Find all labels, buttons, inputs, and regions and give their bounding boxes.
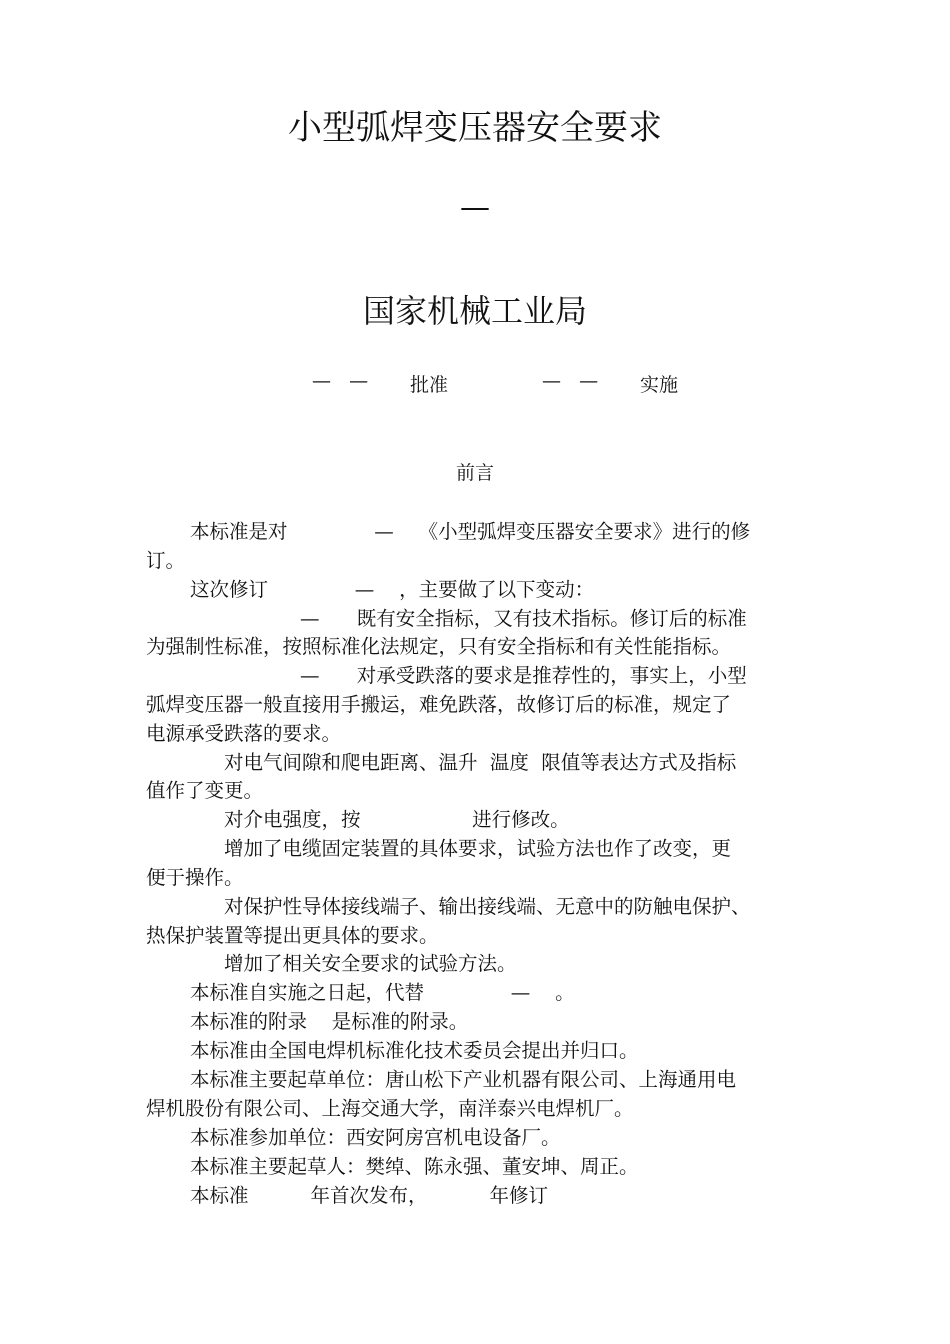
preface-line: 这次修订 — ，主要做了以下变动： bbox=[190, 578, 595, 601]
preface-line: 增加了电缆固定装置的具体要求，试验方法也作了改变，更 bbox=[224, 837, 732, 860]
preface-line: 热保护装置等提出更具体的要求。 bbox=[146, 924, 439, 947]
implement-date-dashes: — — bbox=[542, 370, 599, 392]
issuing-organization: 国家机械工业局 bbox=[362, 292, 587, 330]
preface-line: 值作了变更。 bbox=[146, 779, 264, 802]
preface-line: 本标准主要起草人：樊绰、陈永强、董安坤、周正。 bbox=[190, 1155, 639, 1178]
preface-line: 为强制性标准，按照标准化法规定，只有安全指标和有关性能指标。 bbox=[146, 635, 732, 658]
preface-line: 对保护性导体接线端子、输出接线端、无意中的防触电保护、 bbox=[224, 895, 751, 918]
approve-date-dashes: — — bbox=[312, 370, 369, 392]
preface-line: 本标准由全国电焊机标准化技术委员会提出并归口。 bbox=[190, 1039, 639, 1062]
document-title: 小型弧焊变压器安全要求 bbox=[288, 108, 662, 148]
approve-label: 批准 bbox=[410, 374, 449, 396]
preface-line: 本标准自实施之日起，代替 — 。 bbox=[190, 981, 575, 1004]
preface-line: 焊机股份有限公司、上海交通大学，南洋泰兴电焊机厂。 bbox=[146, 1097, 634, 1120]
preface-line: 便于操作。 bbox=[146, 866, 244, 889]
preface-line: 电源承受跌落的要求。 bbox=[146, 722, 342, 745]
preface-line: 本标准的附录 是标准的附录。 bbox=[190, 1010, 469, 1033]
preface-line: — 既有安全指标，又有技术指标。修订后的标准 bbox=[300, 607, 747, 630]
preface-line: 增加了相关安全要求的试验方法。 bbox=[224, 952, 517, 975]
preface-line: 弧焊变压器一般直接用手搬运，难免跌落，故修订后的标准，规定了 bbox=[146, 693, 732, 716]
preface-line: 订。 bbox=[146, 549, 186, 572]
preface-line: 本标准是对 — 《小型弧焊变压器安全要求》进行的修 bbox=[190, 520, 751, 543]
preface-line: 对电气间隙和爬电距离、温升 温度 限值等表达方式及指标 bbox=[224, 751, 737, 774]
preface-line: 本标准主要起草单位：唐山松下产业机器有限公司、上海通用电 bbox=[190, 1068, 737, 1091]
preface-heading: 前言 bbox=[455, 462, 494, 484]
preface-line: — 对承受跌落的要求是推荐性的，事实上，小型 bbox=[300, 664, 747, 687]
title-dash: — bbox=[460, 190, 490, 225]
preface-line: 对介电强度，按 进行修改。 bbox=[224, 808, 570, 831]
preface-line: 本标准 年首次发布， 年修订 bbox=[190, 1184, 548, 1207]
implement-label: 实施 bbox=[640, 374, 679, 396]
preface-line: 本标准参加单位：西安阿房宫机电设备厂。 bbox=[190, 1126, 561, 1149]
